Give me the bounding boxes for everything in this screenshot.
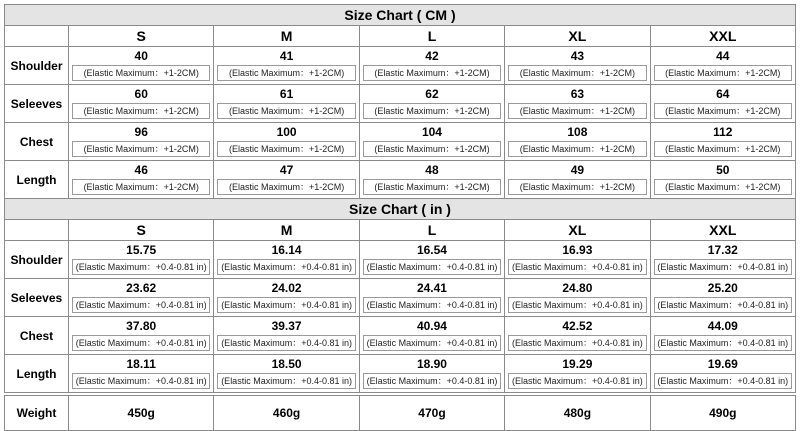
measure-cell [505,317,650,355]
measure-cell [650,279,795,317]
measure-value: 100 [276,125,297,139]
measure-cell [650,355,795,393]
measure-value: 24.02 [271,281,302,295]
measure-cell [505,47,650,85]
table-row [5,355,796,393]
weight-value: 460g [214,396,359,431]
weight-value: 480g [505,396,650,431]
measure-cell [359,355,504,393]
elastic-note: (Elastic Maximum：+1-2CM) [654,65,792,81]
row-label-shoulder: Shoulder [5,241,69,279]
measure-cell [505,85,650,123]
measure-cell [650,47,795,85]
measure-value: 104 [421,125,442,139]
measure-cell [505,161,650,199]
measure-cell [359,241,504,279]
weight-value: 470g [359,396,504,431]
measure-value: 23.62 [126,281,157,295]
measure-value: 47 [279,163,294,177]
table-row [5,85,796,123]
elastic-note: (Elastic Maximum：+0.4-0.81 in) [508,373,646,389]
elastic-note: (Elastic Maximum：+1-2CM) [654,179,792,195]
size-header-xl: XL [505,220,650,241]
measure-value: 37.80 [126,319,157,333]
measure-value: 108 [567,125,588,139]
measure-cell [69,355,214,393]
measure-value: 15.75 [126,243,157,257]
measure-value: 48 [425,163,439,177]
elastic-note: (Elastic Maximum：+0.4-0.81 in) [363,297,501,313]
row-label-chest: Chest [5,317,69,355]
measure-value: 16.54 [416,243,447,257]
elastic-note: (Elastic Maximum：+0.4-0.81 in) [217,297,355,313]
weight-value: 490g [650,396,795,431]
table-row [5,396,796,431]
size-header-xxl: XXL [650,26,795,47]
measure-value: 19.29 [562,357,593,371]
elastic-note: (Elastic Maximum：+1-2CM) [217,65,355,81]
row-label-sleeves: Seleeves [5,85,69,123]
table-row [5,241,796,279]
measure-cell [650,85,795,123]
measure-value: 62 [425,87,439,101]
measure-value: 24.80 [562,281,593,295]
size-chart-cm-title: Size Chart ( CM ) [5,5,796,26]
table-row [5,279,796,317]
measure-value: 19.69 [707,357,738,371]
elastic-note: (Elastic Maximum：+0.4-0.81 in) [217,335,355,351]
measure-cell [359,279,504,317]
size-header-l: L [359,220,504,241]
elastic-note: (Elastic Maximum：+1-2CM) [363,141,501,157]
elastic-note: (Elastic Maximum：+0.4-0.81 in) [217,259,355,275]
weight-value: 450g [69,396,214,431]
measure-cell [214,161,359,199]
elastic-note: (Elastic Maximum：+0.4-0.81 in) [217,373,355,389]
elastic-note: (Elastic Maximum：+0.4-0.81 in) [363,335,501,351]
corner-cell [5,26,69,47]
measure-value: 50 [716,163,730,177]
measure-cell [359,123,504,161]
measure-value: 40 [134,49,148,63]
elastic-note: (Elastic Maximum：+0.4-0.81 in) [72,259,210,275]
measure-value: 63 [570,87,585,101]
size-header-l: L [359,26,504,47]
measure-value: 25.20 [707,281,738,295]
measure-cell [505,241,650,279]
elastic-note: (Elastic Maximum：+1-2CM) [363,65,501,81]
measure-value: 64 [716,87,730,101]
measure-value: 24.41 [416,281,447,295]
elastic-note: (Elastic Maximum：+1-2CM) [72,65,210,81]
measure-value: 112 [713,125,733,139]
elastic-note: (Elastic Maximum：+1-2CM) [654,141,792,157]
elastic-note: (Elastic Maximum：+0.4-0.81 in) [72,335,210,351]
measure-cell [214,317,359,355]
measure-cell [214,47,359,85]
measure-value: 43 [570,49,585,63]
elastic-note: (Elastic Maximum：+0.4-0.81 in) [654,373,792,389]
row-label-length: Length [5,355,69,393]
measure-value: 16.14 [271,243,302,257]
size-header-m: M [214,26,359,47]
measure-value: 44.09 [707,319,738,333]
measure-cell [69,161,214,199]
measure-value: 16.93 [562,243,593,257]
measure-value: 40.94 [416,319,447,333]
measure-cell [69,317,214,355]
measure-cell [359,85,504,123]
measure-cell [650,161,795,199]
elastic-note: (Elastic Maximum：+1-2CM) [217,179,355,195]
weight-table [4,395,796,431]
measure-cell [359,161,504,199]
measure-cell [214,123,359,161]
elastic-note: (Elastic Maximum：+1-2CM) [72,103,210,119]
measure-value: 61 [279,87,294,101]
elastic-note: (Elastic Maximum：+1-2CM) [217,103,355,119]
elastic-note: (Elastic Maximum：+0.4-0.81 in) [72,297,210,313]
row-label-weight: Weight [5,396,69,431]
measure-cell [214,279,359,317]
measure-cell [650,317,795,355]
measure-value: 96 [134,125,148,139]
measure-value: 42.52 [562,319,593,333]
size-header-xl: XL [505,26,650,47]
elastic-note: (Elastic Maximum：+1-2CM) [508,179,646,195]
measure-cell [505,123,650,161]
elastic-note: (Elastic Maximum：+0.4-0.81 in) [654,297,792,313]
measure-cell [359,47,504,85]
measure-value: 17.32 [707,243,738,257]
corner-cell [5,220,69,241]
measure-value: 39.37 [271,319,302,333]
elastic-note: (Elastic Maximum：+1-2CM) [508,65,646,81]
elastic-note: (Elastic Maximum：+0.4-0.81 in) [72,373,210,389]
measure-value: 18.90 [416,357,447,371]
measure-value: 49 [570,163,585,177]
elastic-note: (Elastic Maximum：+0.4-0.81 in) [654,335,792,351]
measure-cell [214,241,359,279]
measure-cell [650,123,795,161]
measure-value: 18.50 [271,357,302,371]
table-row [5,317,796,355]
measure-cell [505,279,650,317]
elastic-note: (Elastic Maximum：+0.4-0.81 in) [363,373,501,389]
elastic-note: (Elastic Maximum：+0.4-0.81 in) [654,259,792,275]
measure-cell [214,355,359,393]
elastic-note: (Elastic Maximum：+1-2CM) [654,103,792,119]
table-row [5,161,796,199]
measure-value: 46 [134,163,148,177]
measure-cell [505,355,650,393]
elastic-note: (Elastic Maximum：+0.4-0.81 in) [508,335,646,351]
elastic-note: (Elastic Maximum：+0.4-0.81 in) [508,297,646,313]
measure-value: 60 [134,87,148,101]
elastic-note: (Elastic Maximum：+1-2CM) [508,141,646,157]
table-row [5,123,796,161]
measure-cell [650,241,795,279]
measure-cell [69,85,214,123]
measure-cell [214,85,359,123]
measure-cell [69,279,214,317]
measure-cell [69,47,214,85]
measure-value: 41 [279,49,294,63]
elastic-note: (Elastic Maximum：+0.4-0.81 in) [508,259,646,275]
row-label-shoulder: Shoulder [5,47,69,85]
size-header-xxl: XXL [650,220,795,241]
measure-value: 44 [716,49,730,63]
measure-cell [359,317,504,355]
elastic-note: (Elastic Maximum：+1-2CM) [363,103,501,119]
size-chart-in-title: Size Chart ( in ) [5,199,796,220]
row-label-sleeves: Seleeves [5,279,69,317]
size-chart-cm-table [4,4,796,199]
size-header-m: M [214,220,359,241]
elastic-note: (Elastic Maximum：+1-2CM) [217,141,355,157]
row-label-length: Length [5,161,69,199]
elastic-note: (Elastic Maximum：+1-2CM) [363,179,501,195]
elastic-note: (Elastic Maximum：+0.4-0.81 in) [363,259,501,275]
table-row [5,47,796,85]
size-header-s: S [69,26,214,47]
size-header-s: S [69,220,214,241]
measure-value: 42 [425,49,439,63]
elastic-note: (Elastic Maximum：+1-2CM) [72,179,210,195]
size-chart-in-table [4,198,796,393]
row-label-chest: Chest [5,123,69,161]
elastic-note: (Elastic Maximum：+1-2CM) [72,141,210,157]
measure-cell [69,123,214,161]
measure-cell [69,241,214,279]
measure-value: 18.11 [126,357,156,371]
elastic-note: (Elastic Maximum：+1-2CM) [508,103,646,119]
